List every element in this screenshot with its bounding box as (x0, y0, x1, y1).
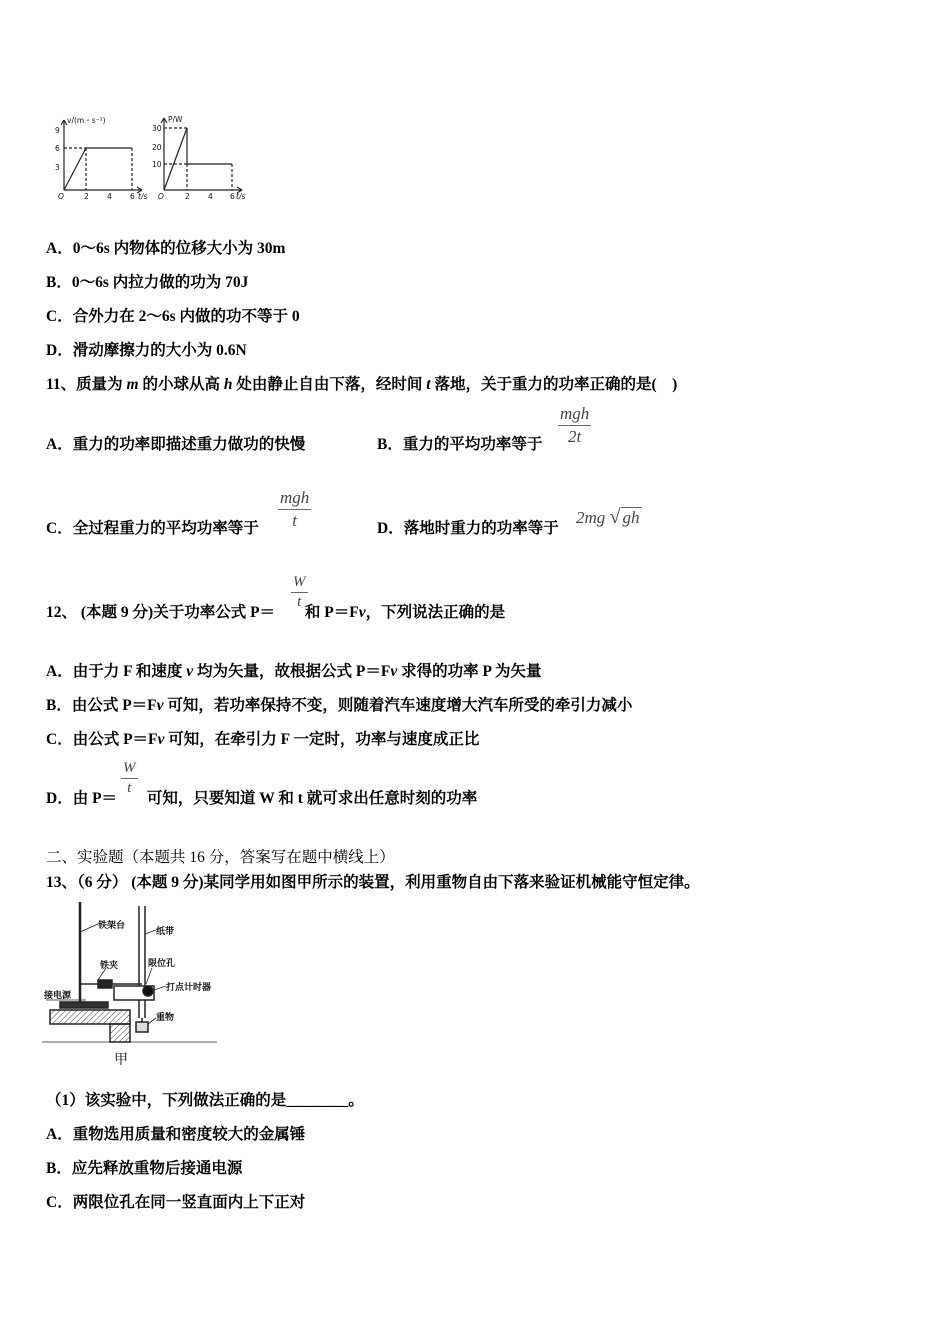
p-t-graph (150, 112, 250, 200)
option-text: 可知，若功率保持不变，则随着汽车速度增大汽车所受的牵引力减小 (163, 697, 633, 714)
var-h: h (223, 376, 233, 393)
v-graph-ytick: 3 (55, 163, 60, 172)
option-text: 重力的平均功率等于 (402, 436, 543, 453)
figure-caption: 甲 (114, 1052, 128, 1068)
q12-option-b (46, 693, 632, 715)
p-graph-ylabel: P/W (168, 115, 183, 124)
q11-option-c (46, 516, 259, 538)
var-v: v (358, 604, 366, 621)
option-text: 两限位孔在同一竖直面内上下正对 (72, 1194, 306, 1211)
label-weight: 重物 (156, 1013, 175, 1023)
option-text: 全过程重力的平均功率等于 (72, 520, 259, 537)
option-text: 由公式 P＝F (72, 731, 158, 748)
option-text: 落地时重力的功率等于 (403, 520, 559, 537)
q12-option-a (46, 659, 541, 681)
v-graph-ylabel: v/(m・s⁻¹) (67, 116, 106, 125)
option-letter: B． (46, 274, 72, 291)
v-graph-xlabel: t/s (138, 192, 148, 200)
p-graph-xtick: 2 (185, 192, 190, 200)
option-text: 由于力 F 和速度 (72, 663, 187, 680)
apparatus-figure (42, 898, 227, 1070)
var-v: v (390, 663, 398, 680)
q13-stem (46, 870, 700, 892)
v-graph-xtick: 4 (107, 192, 112, 200)
fraction-w-over-t (291, 574, 308, 611)
option-text: 重力的功率即描述重力做功的快慢 (72, 436, 306, 453)
option-text: 0～6s 内拉力做的功为 70J (71, 274, 249, 291)
q13-sub1 (46, 1088, 364, 1110)
option-text: 合外力在 2～6s 内做的功不等于 0 (72, 308, 300, 325)
q10-option-c (46, 304, 300, 326)
var-m: m (126, 376, 139, 393)
option-letter: C． (46, 731, 73, 748)
var-v: v (186, 663, 194, 680)
q10-option-a (46, 236, 285, 258)
q12-stem (46, 600, 505, 622)
fraction-denominator: 2t (568, 427, 582, 446)
v-graph-ytick: 6 (55, 144, 60, 153)
p-graph-xtick: 6 (230, 192, 235, 200)
fraction-mgh-over-2t (558, 404, 591, 447)
q12-option-c (46, 727, 479, 749)
label-limit-hole: 限位孔 (148, 959, 176, 969)
option-text: 应先释放重物后接通电源 (71, 1160, 243, 1177)
q11-stem (46, 372, 677, 394)
fraction-numerator: mgh (560, 404, 590, 423)
q13-stem-text: 13、（6 分） (本题 9 分)某同学用如图甲所示的装置，利用重物自由下落来验证机械能守恒定律。 (46, 874, 700, 891)
v-t-graph (52, 112, 152, 200)
q11-stem-text: 落地，关于重力的功率正确的是( ) (430, 376, 678, 393)
option-text: 0～6s 内物体的位移大小为 30m (72, 240, 286, 257)
q12-option-d (46, 786, 477, 808)
var-v: v (156, 697, 164, 714)
p-graph-ytick: 10 (152, 160, 162, 169)
option-letter: D． (46, 790, 73, 807)
fraction-w-over-t (121, 760, 138, 797)
option-letter: B． (377, 436, 403, 453)
option-letter: C． (46, 1194, 73, 1211)
option-letter: C． (46, 308, 73, 325)
option-letter: B． (46, 1160, 72, 1177)
label-timer: 打点计时器 (166, 983, 212, 993)
q10-option-d (46, 338, 247, 360)
option-letter: D． (46, 342, 73, 359)
fraction-numerator: mgh (280, 488, 310, 507)
option-text: 滑动摩擦力的大小为 0.6N (72, 342, 247, 359)
v-graph-xtick: 6 (130, 192, 135, 200)
option-text: 由公式 P＝F (71, 697, 157, 714)
section-title-text: 二、实验题（本题共 16 分，答案写在题中横线上） (46, 849, 395, 866)
q11-stem-text: 的小球从高 (138, 376, 224, 393)
q12-stem-text: 12、 (本题 9 分)关于功率公式 P＝ (46, 604, 276, 621)
sqrt-icon: √ (609, 506, 621, 528)
fraction-numerator: W (293, 574, 306, 590)
formula-coefficient: 2mg (576, 508, 606, 527)
label-clamp: 铁夹 (100, 961, 119, 971)
var-v: v (157, 731, 165, 748)
option-letter: A． (46, 436, 73, 453)
q13-option-a (46, 1122, 305, 1144)
label-power: 接电源 (44, 991, 72, 1001)
v-graph-xtick: 2 (84, 192, 89, 200)
section-title (46, 845, 395, 867)
p-graph-xtick: O (158, 192, 164, 200)
p-graph-ytick: 20 (152, 143, 162, 152)
fraction-numerator: W (123, 760, 136, 776)
q13-sub1-text: （1）该实验中，下列做法正确的是________。 (46, 1092, 364, 1109)
option-text: 可知，在牵引力 F 一定时，功率与速度成正比 (164, 731, 480, 748)
q12-stem-text: 和 P＝F (301, 604, 359, 621)
label-tape: 纸带 (156, 927, 175, 937)
q12-stem-text: ，下列说法正确的是 (365, 604, 506, 621)
option-text: 可知，只要知道 W 和 t 就可求出任意时刻的功率 (143, 790, 478, 807)
option-letter: B． (46, 697, 72, 714)
v-graph-ytick: 9 (55, 126, 60, 135)
q10-option-b (46, 270, 248, 292)
option-letter: A． (46, 663, 73, 680)
option-text: 均为矢量，故根据公式 P＝F (193, 663, 391, 680)
p-graph-ytick: 30 (152, 124, 162, 133)
option-text: 重物选用质量和密度较大的金属锤 (72, 1126, 306, 1143)
option-letter: D． (377, 520, 404, 537)
option-text: 由 P＝ (72, 790, 118, 807)
q11-stem-text: 11、质量为 (46, 376, 127, 393)
q11-option-d (377, 516, 559, 538)
q11-option-b (377, 432, 542, 454)
q13-option-c (46, 1190, 305, 1212)
fraction-mgh-over-t (278, 488, 311, 531)
var-t: t (426, 376, 431, 393)
q11-option-a (46, 432, 305, 454)
v-graph-xtick: O (58, 192, 64, 200)
p-graph-xlabel: t/s (236, 192, 246, 200)
fraction-denominator: t (297, 594, 302, 610)
option-letter: A． (46, 240, 73, 257)
fraction-denominator: t (292, 511, 297, 530)
option-letter: A． (46, 1126, 73, 1143)
q11-stem-text: 处由静止自由下落，经时间 (232, 376, 427, 393)
label-stand: 铁架台 (98, 921, 126, 931)
option-letter: C． (46, 520, 73, 537)
option-text: 求得的功率 P 为矢量 (397, 663, 542, 680)
q13-option-b (46, 1156, 242, 1178)
p-graph-xtick: 4 (208, 192, 213, 200)
formula-2mg-sqrt-gh (576, 506, 642, 529)
fraction-denominator: t (127, 780, 132, 796)
formula-radicand: gh (622, 508, 640, 527)
